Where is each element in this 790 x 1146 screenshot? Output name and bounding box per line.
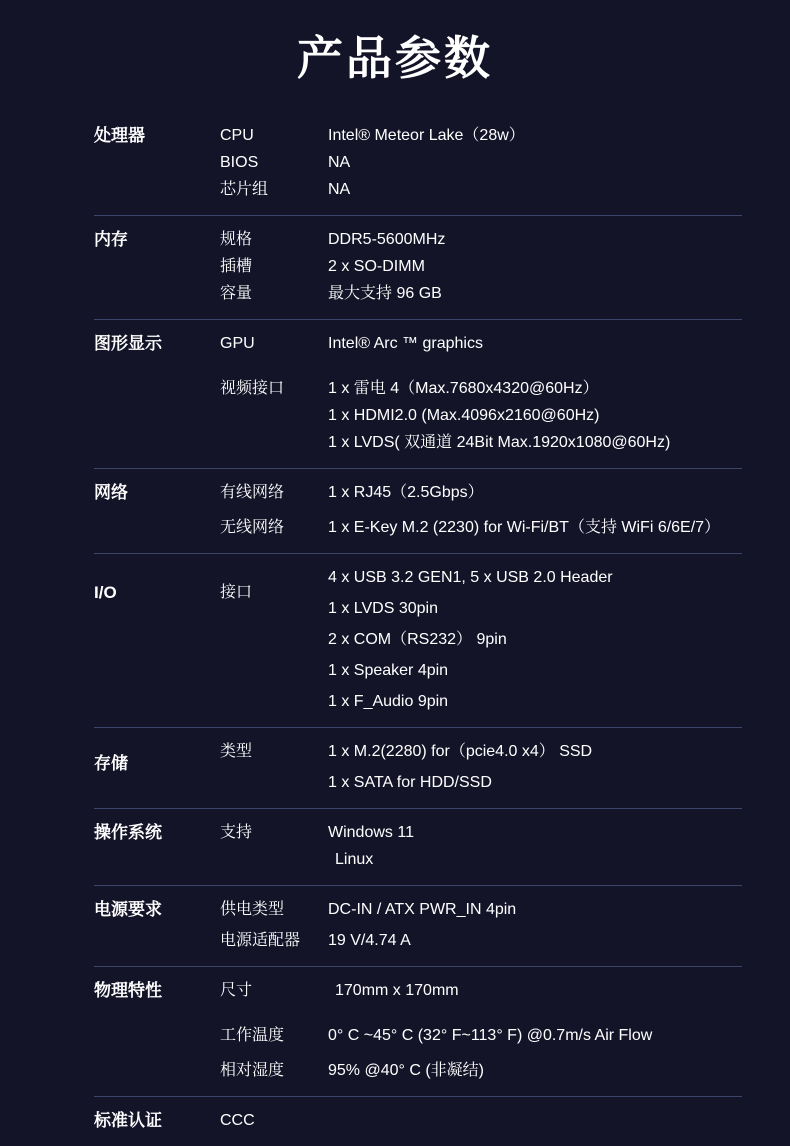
spec-value: 1 x E-Key M.2 (2230) for Wi-Fi/BT（支持 WiFi 6/6E/7） (328, 519, 721, 536)
product-spec-page (0, 30, 790, 1146)
spec-row (94, 630, 742, 649)
spec-section-memory (94, 216, 742, 319)
spec-value: 1 x 雷电 4（Max.7680x4320@60Hz） (328, 380, 599, 397)
spec-row (94, 900, 742, 919)
spec-label: 视频接口 (220, 380, 285, 397)
spec-category: I/O (94, 583, 117, 602)
spec-category: 图形显示 (94, 334, 162, 353)
spec-row (94, 126, 742, 145)
spec-category: 网络 (94, 483, 128, 502)
spec-value: 1 x RJ45（2.5Gbps） (328, 484, 484, 501)
spec-value: 2 x COM（RS232） 9pin (328, 631, 507, 648)
spec-value: 95% @40° C (非凝结) (328, 1062, 485, 1079)
spec-value: 19 V/4.74 A (328, 932, 411, 949)
spec-label: 容量 (220, 285, 253, 302)
spec-label: 工作温度 (220, 1027, 285, 1044)
spec-category: 电源要求 (94, 900, 162, 919)
spec-value: 1 x Speaker 4pin (328, 662, 449, 679)
spec-value: 1 x M.2(2280) for（pcie4.0 x4） SSD (328, 743, 593, 760)
spec-label: 电源适配器 (220, 932, 301, 949)
spec-value: DC-IN / ATX PWR_IN 4pin (328, 901, 517, 918)
spec-value: NA (328, 181, 351, 198)
spec-row (94, 692, 742, 711)
spec-row (94, 379, 742, 398)
spec-value: Windows 11 (328, 824, 414, 841)
spec-value: 1 x LVDS( 双通道 24Bit Max.1920x1080@60Hz) (328, 434, 671, 451)
spec-value: Intel® Meteor Lake（28w） (328, 127, 525, 144)
spec-row (94, 1111, 742, 1130)
spec-section-certification (94, 1097, 742, 1146)
spec-label: 规格 (220, 231, 253, 248)
spec-row (94, 257, 742, 276)
spec-label: 尺寸 (220, 982, 253, 999)
spec-row (94, 180, 742, 199)
spec-value: 1 x F_Audio 9pin (328, 693, 449, 710)
spec-row (94, 1061, 742, 1080)
spec-row (94, 518, 742, 537)
spec-row (94, 661, 742, 680)
spec-row (94, 483, 742, 502)
spec-value: NA (328, 154, 351, 171)
spec-label: 供电类型 (220, 901, 285, 918)
spec-category: 存储 (94, 754, 128, 773)
spec-label: CPU (220, 127, 254, 144)
spec-value: 170mm x 170mm (335, 982, 459, 999)
spec-value: DDR5-5600MHz (328, 231, 446, 248)
spec-value: 1 x SATA for HDD/SSD (328, 774, 492, 791)
spec-row (94, 850, 742, 869)
spec-value: 最大支持 96 GB (328, 285, 442, 302)
spec-row (94, 931, 742, 950)
spec-value: 1 x LVDS 30pin (328, 600, 438, 617)
spec-row (94, 230, 742, 249)
spec-category: 内存 (94, 230, 128, 249)
spec-label: 相对湿度 (220, 1062, 285, 1079)
spec-section-network (94, 469, 742, 553)
spec-section-io (94, 554, 742, 727)
spec-row (94, 1026, 742, 1045)
spec-label: 芯片组 (220, 181, 269, 198)
spec-row (94, 742, 742, 773)
spec-row (94, 433, 742, 452)
spec-value: Linux (335, 851, 374, 868)
spec-row (94, 981, 742, 1000)
spec-row (94, 334, 742, 353)
spec-category: 处理器 (94, 126, 145, 145)
spec-section-os (94, 809, 742, 885)
spec-label: 有线网络 (220, 484, 285, 501)
spec-value: 1 x HDMI2.0 (Max.4096x2160@60Hz) (328, 407, 600, 424)
spec-label: BIOS (220, 154, 259, 171)
page-title: 产品参数 (297, 32, 493, 84)
spec-category: 物理特性 (94, 981, 162, 1000)
spec-label: 类型 (220, 743, 253, 760)
spec-section-storage (94, 728, 742, 808)
spec-value: Intel® Arc ™ graphics (328, 335, 483, 352)
spec-row (94, 153, 742, 172)
spec-label: 支持 (220, 824, 253, 841)
spec-value: 0° C ~45° C (32° F~113° F) @0.7m/s Air Flow (328, 1027, 653, 1044)
spec-category: 操作系统 (94, 823, 162, 842)
spec-value: 4 x USB 3.2 GEN1, 5 x USB 2.0 Header (328, 569, 613, 586)
spec-label: 插槽 (220, 258, 253, 275)
spec-label: 接口 (220, 584, 253, 601)
spec-label: GPU (220, 335, 255, 352)
spec-label: CCC (220, 1112, 255, 1129)
spec-row (94, 773, 742, 792)
spec-section-power (94, 886, 742, 966)
spec-label: 无线网络 (220, 519, 285, 536)
spec-section-graphics (94, 320, 742, 468)
spec-row (94, 568, 742, 602)
spec-row (94, 284, 742, 303)
spec-table (94, 112, 742, 1146)
spec-section-processor (94, 112, 742, 215)
spec-section-physical (94, 967, 742, 1096)
spec-value: 2 x SO-DIMM (328, 258, 425, 275)
spec-row (94, 823, 742, 842)
spec-category: 标准认证 (94, 1111, 162, 1130)
spec-row (94, 406, 742, 425)
